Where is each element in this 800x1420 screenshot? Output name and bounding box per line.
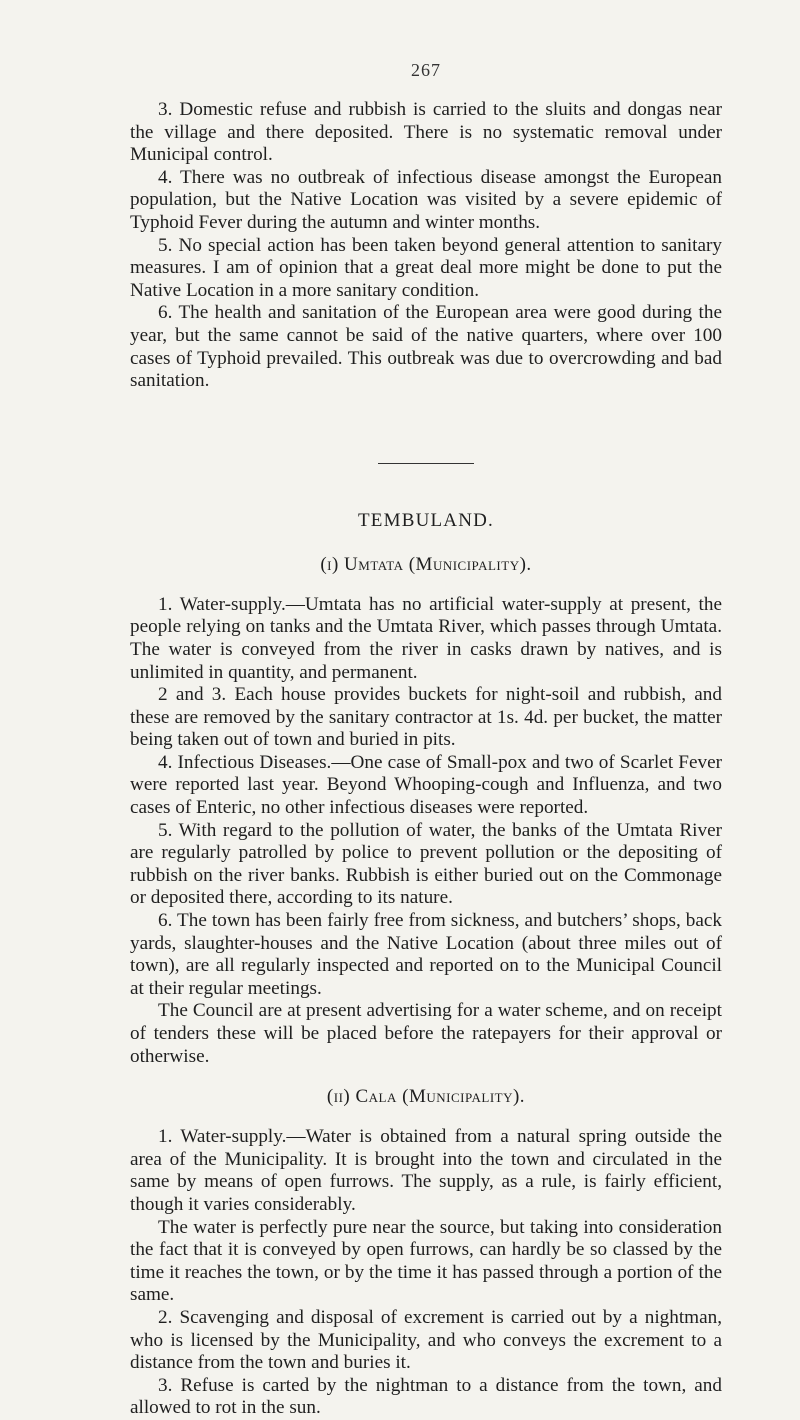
subsection-title: (i) Umtata (Municipality). (320, 553, 532, 575)
paragraph: The water is perfectly pure near the source, but taking into consideration the fact that it is conveyed by open furrows, can hardly be so classed by the time it reaches the town, or by the time it has passed through a portion of the same. (130, 1216, 722, 1306)
paragraph: 5. With regard to the pollution of water, the banks of the Umtata River are regularly patrolled by police to prevent pollution or the depositing of rubbish on the river banks. Rubbish is either buried out on the Commonage or deposited there, according to its nature. (130, 819, 722, 909)
section-divider (378, 463, 474, 464)
spacer (130, 1068, 722, 1086)
paragraph: 1. Water-supply.—Umtata has no artificial water-supply at present, the people relying on tanks and the Umtata River, which passes through Umtata. The water is conveyed from the river in casks drawn by natives, and is unlimited in quantity, and permanent. (130, 593, 722, 683)
paragraph: 3. Refuse is carted by the nightman to a distance from the town, and allowed to rot in the sun. (130, 1374, 722, 1419)
document-page (130, 60, 722, 1420)
subsection-cala (130, 1086, 722, 1420)
paragraph: 5. No special action has been taken beyond general attention to sanitary measures. I am of opinion that a great deal more might be done to put the Native Location in a more sanitary condition. (130, 234, 722, 301)
paragraph: 4. There was no outbreak of infectious disease amongst the European population, but the Native Location was visited by a severe epidemic of Typhoid Fever during the autumn and winter months. (130, 166, 722, 233)
subsection-umtata (130, 554, 722, 1068)
paragraph: 3. Domestic refuse and rubbish is carried to the sluits and dongas near the village and there deposited. There is no systematic removal under Municipal control. (130, 99, 722, 166)
paragraph: 2 and 3. Each house provides buckets for night-soil and rubbish, and these are removed by the sanitary contractor at 1s. 4d. per bucket, the matter being taken out of town and buried in pits. (130, 684, 722, 751)
paragraph: The Council are at present advertising for a water scheme, and on receipt of tenders these will be placed before the ratepayers for their approval or otherwise. (130, 1000, 722, 1067)
intro-section (130, 99, 722, 393)
section-title: TEMBULAND. (357, 509, 495, 531)
paragraph: 2. Scavenging and disposal of excrement is carried out by a nightman, who is licensed by the Municipality, and who conveys the excrement to a distance from the town and buries it. (130, 1306, 722, 1374)
subsection-title: (ii) Cala (Municipality). (326, 1086, 526, 1108)
paragraph: 1. Water-supply.—Water is obtained from a natural spring outside the area of the Municipality. It is brought into the town and circulated in the same by means of open furrows. The supply, as a rule, is fairly efficient, though it varies considerably. (130, 1126, 722, 1215)
paragraph: 6. The town has been fairly free from sickness, and butchers’ shops, back yards, slaughter-houses and the Native Location (about three miles out of town), are all regularly inspected and reported on to the Municipal Council at their regular meetings. (130, 910, 722, 999)
page-number: 267 (411, 60, 441, 80)
paragraph: 6. The health and sanitation of the European area were good during the year, but the same cannot be said of the native quarters, where over 100 cases of Typhoid prevailed. This outbreak was due to overcrowding and bad sanitation. (130, 302, 722, 392)
paragraph: 4. Infectious Diseases.—One case of Small-pox and two of Scarlet Fever were reported last year. Beyond Whooping-cough and Influenza, and two cases of Enteric, no other infectious diseases were reported. (130, 751, 722, 819)
